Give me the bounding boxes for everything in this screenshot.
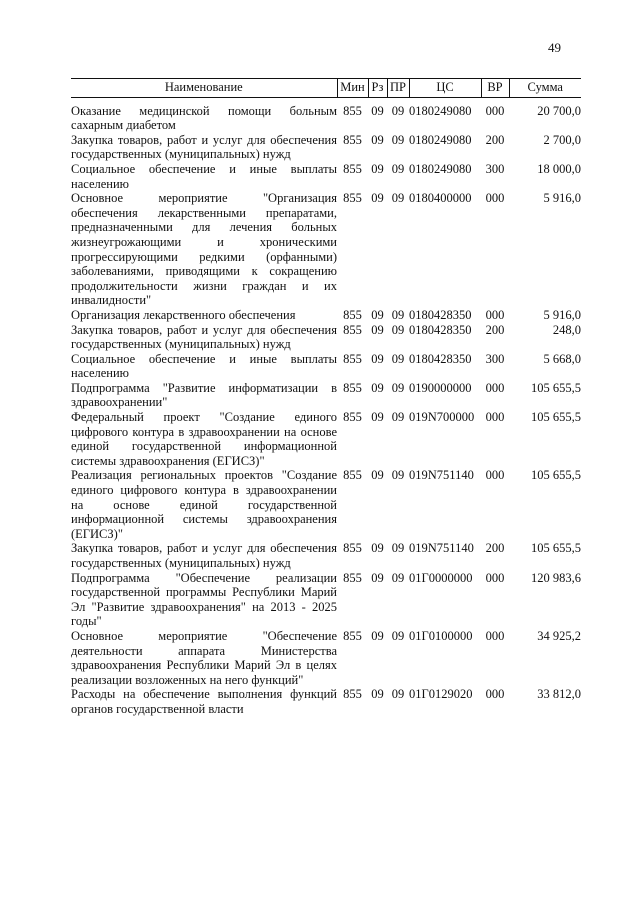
cell-name: Основное мероприятие "Обеспечение деятельности аппарата Министерства здравоохранения Республики Марий Эл в целях реализации возложенных на него функций" xyxy=(71,628,337,687)
cell-min: 855 xyxy=(343,628,362,643)
header-min: Мин xyxy=(337,79,368,98)
cell-min: 855 xyxy=(343,570,362,585)
cell-sum: 105 655,5 xyxy=(531,410,581,425)
cell-rz: 09 xyxy=(371,307,384,322)
cell-rz: 09 xyxy=(371,351,384,366)
cell-pr: 09 xyxy=(391,307,405,322)
cell-rz: 09 xyxy=(371,628,384,643)
cell-vr: 200 xyxy=(485,132,505,147)
cell-vr: 200 xyxy=(485,541,505,556)
cell-cs: 0180428350 xyxy=(409,351,472,366)
header-name: Наименование xyxy=(71,79,337,98)
cell-rz: 09 xyxy=(371,410,384,425)
cell-pr: 09 xyxy=(391,322,405,337)
cell-vr: 000 xyxy=(485,307,505,322)
cell-sum: 18 000,0 xyxy=(537,161,581,176)
table-row xyxy=(71,571,581,629)
cell-pr: 09 xyxy=(391,351,405,366)
cell-min: 855 xyxy=(343,380,362,395)
cell-name: Подпрограмма "Развитие информатизации в здравоохранении" xyxy=(71,380,337,410)
cell-name: Расходы на обеспечение выполнения функций органов государственной власти xyxy=(71,687,337,716)
cell-sum: 105 655,5 xyxy=(531,468,581,483)
cell-name: Закупка товаров, работ и услуг для обеспечения государственных (муниципальных) нужд xyxy=(71,322,337,352)
cell-min: 855 xyxy=(343,351,362,366)
cell-pr: 09 xyxy=(391,380,405,395)
cell-name: Подпрограмма "Обеспечение реализации государственной программы Республики Марий Эл "Развитие здравоохранения" на 2013 - 2025 годы" xyxy=(71,570,337,629)
cell-pr: 09 xyxy=(391,191,405,206)
table-row xyxy=(71,191,581,308)
cell-sum: 20 700,0 xyxy=(537,103,581,118)
cell-cs: 0180428350 xyxy=(409,307,472,322)
cell-pr: 09 xyxy=(391,410,405,425)
cell-rz: 09 xyxy=(371,191,384,206)
cell-cs: 0180400000 xyxy=(409,191,472,206)
cell-pr: 09 xyxy=(391,468,405,483)
table-row xyxy=(71,687,581,716)
cell-sum: 5 668,0 xyxy=(543,351,581,366)
cell-cs: 019N751140 xyxy=(409,468,474,483)
cell-name: Реализация региональных проектов "Создание единого цифрового контура в здравоохранении на основе единой государственной информационной системы здравоохранения (ЕГИСЗ)" xyxy=(71,468,337,541)
table-body xyxy=(71,97,581,716)
cell-vr: 000 xyxy=(485,380,505,395)
cell-cs: 0190000000 xyxy=(409,380,472,395)
table-row xyxy=(71,410,581,468)
cell-name: Закупка товаров, работ и услуг для обеспечения государственных (муниципальных) нужд xyxy=(71,132,337,162)
cell-cs: 0180249080 xyxy=(409,132,472,147)
cell-cs: 01Г0100000 xyxy=(409,628,473,643)
table-row xyxy=(71,323,581,352)
cell-rz: 09 xyxy=(371,687,384,702)
cell-cs: 019N700000 xyxy=(409,410,475,425)
cell-pr: 09 xyxy=(391,161,405,176)
cell-name: Оказание медицинской помощи больным сахарным диабетом xyxy=(71,103,337,133)
cell-min: 855 xyxy=(343,322,362,337)
cell-min: 855 xyxy=(343,161,362,176)
table-row xyxy=(71,541,581,570)
cell-sum: 105 655,5 xyxy=(531,380,581,395)
cell-vr: 200 xyxy=(485,322,505,337)
cell-cs: 01Г0000000 xyxy=(409,570,473,585)
cell-rz: 09 xyxy=(371,541,384,556)
cell-cs: 019N751140 xyxy=(409,541,474,556)
cell-rz: 09 xyxy=(371,380,384,395)
table-row xyxy=(71,468,581,541)
cell-sum: 5 916,0 xyxy=(543,191,581,206)
cell-pr: 09 xyxy=(391,132,405,147)
cell-sum: 5 916,0 xyxy=(543,307,581,322)
cell-pr: 09 xyxy=(391,103,405,118)
cell-vr: 000 xyxy=(485,410,505,425)
cell-cs: 01Г0129020 xyxy=(409,687,473,702)
cell-vr: 000 xyxy=(485,468,505,483)
cell-vr: 000 xyxy=(485,191,505,206)
header-rz: Рз xyxy=(368,79,387,98)
cell-rz: 09 xyxy=(371,322,384,337)
cell-cs: 0180428350 xyxy=(409,322,472,337)
cell-name: Социальное обеспечение и иные выплаты населению xyxy=(71,351,337,381)
table-header xyxy=(71,79,581,98)
cell-sum: 248,0 xyxy=(552,322,581,337)
table-row xyxy=(71,133,581,162)
cell-min: 855 xyxy=(343,191,362,206)
header-sum: Сумма xyxy=(509,79,581,98)
cell-min: 855 xyxy=(343,103,362,118)
cell-pr: 09 xyxy=(391,687,405,702)
cell-sum: 34 925,2 xyxy=(537,628,581,643)
cell-min: 855 xyxy=(343,132,362,147)
table-row xyxy=(71,381,581,410)
cell-rz: 09 xyxy=(371,468,384,483)
cell-rz: 09 xyxy=(371,103,384,118)
cell-cs: 0180249080 xyxy=(409,161,472,176)
cell-name: Основное мероприятие "Организация обеспечения лекарственными препаратами, предназначенными для лечения больных жизнеугрожающими и хроническими прогрессирующими редкими (орфанными) заболеваниями, приводящими к сокращению продолжительности жизни граждан и их инвалидности" xyxy=(71,191,337,308)
cell-pr: 09 xyxy=(391,570,405,585)
cell-name: Закупка товаров, работ и услуг для обеспечения государственных (муниципальных) нужд xyxy=(71,541,337,570)
cell-min: 855 xyxy=(343,541,362,556)
cell-rz: 09 xyxy=(371,161,384,176)
budget-table xyxy=(71,78,581,717)
cell-cs: 0180249080 xyxy=(409,103,472,118)
page-number: 49 xyxy=(548,40,561,55)
cell-vr: 300 xyxy=(485,161,505,176)
cell-rz: 09 xyxy=(371,132,384,147)
cell-name: Федеральный проект "Создание единого цифрового контура в здравоохранении на основе единой государственной информационной системы здравоохранения (ЕГИСЗ)" xyxy=(71,410,337,468)
cell-vr: 000 xyxy=(485,103,505,118)
cell-min: 855 xyxy=(343,687,362,702)
cell-vr: 300 xyxy=(485,351,505,366)
header-cs: ЦС xyxy=(409,79,481,98)
table-row xyxy=(71,352,581,381)
cell-sum: 120 983,6 xyxy=(531,570,581,585)
cell-sum: 105 655,5 xyxy=(531,541,581,556)
header-vr: ВР xyxy=(481,79,509,98)
table-row xyxy=(71,629,581,687)
cell-vr: 000 xyxy=(485,687,505,702)
cell-min: 855 xyxy=(343,468,362,483)
cell-vr: 000 xyxy=(485,570,505,585)
table-row xyxy=(71,162,581,191)
cell-name: Социальное обеспечение и иные выплаты населению xyxy=(71,161,337,191)
cell-rz: 09 xyxy=(371,570,384,585)
cell-vr: 000 xyxy=(485,628,505,643)
cell-pr: 09 xyxy=(391,628,405,643)
table-row xyxy=(71,308,581,323)
cell-min: 855 xyxy=(343,410,362,425)
cell-sum: 33 812,0 xyxy=(537,687,581,702)
header-pr: ПР xyxy=(387,79,409,98)
cell-pr: 09 xyxy=(391,541,405,556)
cell-sum: 2 700,0 xyxy=(543,132,581,147)
cell-min: 855 xyxy=(343,307,362,322)
table-row xyxy=(71,97,581,133)
cell-name: Организация лекарственного обеспечения xyxy=(71,307,296,322)
